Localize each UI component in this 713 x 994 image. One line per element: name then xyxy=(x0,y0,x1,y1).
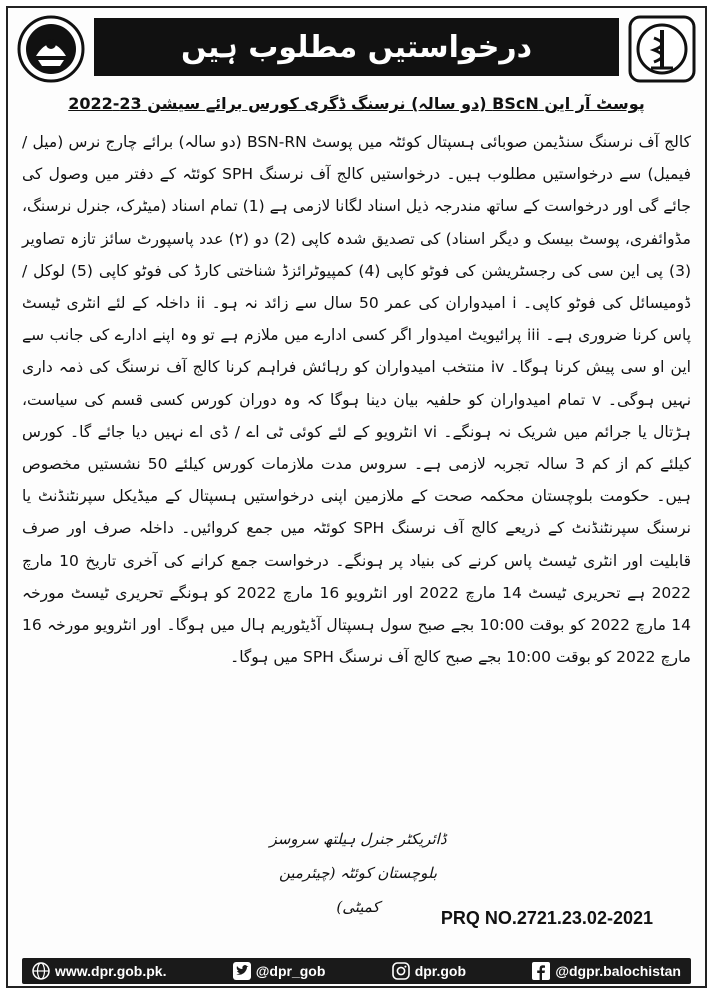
instagram-icon xyxy=(392,962,410,980)
title-bar xyxy=(94,18,619,76)
footer-twitter[interactable] xyxy=(233,962,326,980)
advertisement-page xyxy=(6,6,707,988)
facebook-icon xyxy=(532,962,550,980)
header xyxy=(8,8,705,94)
facebook-handle[interactable]: @dgpr.balochistan xyxy=(555,963,681,979)
footer-facebook[interactable] xyxy=(532,962,681,980)
twitter-icon xyxy=(233,962,251,980)
website-link[interactable]: www.dpr.gob.pk. xyxy=(55,963,167,979)
footer-website[interactable] xyxy=(32,962,166,980)
twitter-handle[interactable]: @dpr_gob xyxy=(255,963,326,979)
signature-block xyxy=(258,822,458,924)
footer-instagram[interactable] xyxy=(392,962,466,980)
page-title: درخواستیں مطلوب ہیں xyxy=(180,29,533,65)
instagram-handle[interactable]: dpr.gob xyxy=(414,963,467,979)
health-department-emblem-icon xyxy=(627,14,697,84)
advertisement-body: کالج آف نرسنگ سنڈیمن صوبائی ہسپتال کوئٹہ میں پوسٹ BSN-RN (دو سالہ) برائے چارج نرس (میل / فیمیل) سے درخواستیں مطلوب ہیں۔ درخواستیں کالج آف نرسنگ SPH کوئٹہ کے دفتر میں وصول کی جائے گی اور درخواست کے ساتھ مندرجہ ذیل اسناد لگانا لازمی ہے (1) تمام اسناد (میٹرک، جنرل نرسنگ، مڈوائفری، پوسٹ بیسک و دیگر اسناد) کی تصدیق شدہ کاپی (2) دو (۲) عدد پاسپورٹ سائز تازہ تصاویر (3) پی این سی کی رجسٹریشن کی فوٹو کاپی (4) کمپیوٹرائزڈ شناختی کارڈ کی فوٹو کاپی (5) لوکل / ڈومیسائل کی فوٹو کاپی۔ i امیدواران کی عمر 50 سال سے زائد نہ ہو۔ ii داخلہ کے لئے انٹری ٹیسٹ پاس کرنا ضروری ہے۔ iii پرائیویٹ امیدوار اگر کسی ادارے میں ملازم ہے تو وہ اپنے ادارے کی جانب سے این او سی پیش کرنا ہوگا۔ iv منتخب امیدواران کو رہائش فراہم کرنا کالج آف نرسنگ کی ذمہ داری نہیں ہوگی۔ v تمام امیدواران کو حلفیہ بیان دینا ہوگا کہ وہ دوران کورس کسی قسم کی سیاست، ہڑتال یا جرائم میں شریک نہ ہونگے۔ vi انٹرویو کے لئے کوئی ٹی اے / ڈی اے نہیں دیا جائے گا۔ کورس کیلئے کم از کم 3 سالہ تجربہ لازمی ہے۔ سروس مدت ملازمات کورس کیلئے 50 نشستیں مخصوص ہیں۔ حکومت بلوچستان محکمہ صحت کے ملازمین اپنی درخواستیں ہسپتال کے میڈیکل سپرنٹنڈنٹ یا نرسنگ سپرنٹنڈنٹ کے ذریعے کالج آف نرسنگ SPH کوئٹہ میں جمع کروائیں۔ داخلہ صرف اور صرف قابلیت اور انٹری ٹیسٹ پاس کرنے کی بنیاد پر ہونگے۔ درخواست جمع کرانے کی آخری تاریخ 10 مارچ 2022 ہے تحریری ٹیسٹ 14 مارچ 2022 اور انٹرویو 16 مارچ 2022 کو ہونگے تحریری ٹیسٹ مورخہ 14 مارچ 2022 کو بوقت 10:00 بجے صبح سول ہسپتال آڈیٹوریم ہال میں ہوگا۔ اور انٹرویو مورخہ 16 مارچ 2022 کو بوقت 10:00 بجے صبح کالج آف نرسنگ SPH میں ہوگا۔ xyxy=(22,133,692,667)
signature-line-1: ڈائریکٹر جنرل ہیلتھ سروسز xyxy=(269,830,447,848)
prq-number: PRQ NO.2721.23.02-2021 xyxy=(440,908,653,928)
course-subtitle: پوسٹ آر این BScN (دو سالہ) نرسنگ ڈگری کورس برائے سیشن 23-2022 xyxy=(68,94,645,113)
signature-line-2: بلوچستان کوئٹہ (چیئرمین کمیٹی) xyxy=(278,864,437,916)
globe-icon xyxy=(32,962,50,980)
footer-bar xyxy=(22,958,691,984)
government-emblem-icon xyxy=(16,14,86,84)
